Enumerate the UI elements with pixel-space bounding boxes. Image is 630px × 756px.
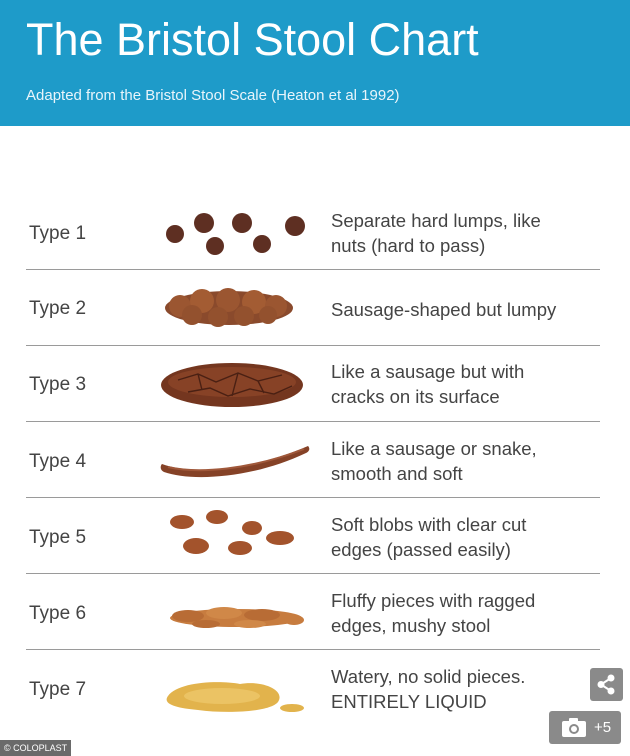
description-line: Like a sausage or snake, — [331, 438, 537, 459]
description-line: Sausage-shaped but lumpy — [331, 299, 557, 320]
type-row-2 — [26, 270, 600, 346]
page-subtitle: Adapted from the Bristol Stool Scale (Heaton et al 1992) — [26, 87, 400, 104]
type-description — [331, 664, 525, 714]
type-5-image — [158, 504, 318, 564]
type-description — [331, 436, 537, 486]
type-label: Type 3 — [29, 374, 87, 395]
type-description — [331, 359, 524, 409]
description-line: Separate hard lumps, like — [331, 210, 541, 231]
type-7-image — [158, 674, 318, 718]
type-label: Type 1 — [29, 223, 87, 244]
description-line: Soft blobs with clear cut — [331, 514, 527, 535]
type-2-image — [158, 286, 318, 330]
type-row-6 — [26, 574, 600, 650]
description-line: Watery, no solid pieces. — [331, 666, 526, 687]
description-line: smooth and soft — [331, 463, 463, 484]
type-label: Type 7 — [29, 679, 87, 700]
description-line: nuts (hard to pass) — [331, 235, 486, 256]
type-row-7 — [26, 650, 600, 726]
camera-icon — [553, 711, 593, 744]
description-line: edges, mushy stool — [331, 615, 491, 636]
share-button[interactable] — [590, 668, 623, 701]
type-3-image — [158, 360, 318, 410]
type-description — [331, 208, 541, 258]
type-4-image — [158, 438, 318, 482]
description-line: ENTIRELY LIQUID — [331, 691, 487, 712]
gallery-count: +5 — [594, 719, 612, 736]
type-label: Type 4 — [29, 451, 87, 472]
type-6-image — [158, 598, 318, 638]
header-banner — [0, 0, 630, 126]
type-description — [331, 297, 556, 322]
type-description — [331, 588, 535, 638]
type-description — [331, 512, 526, 562]
type-label: Type 5 — [29, 527, 87, 548]
gallery-button[interactable] — [549, 711, 621, 744]
type-row-1 — [26, 196, 600, 272]
type-row-4 — [26, 422, 600, 498]
description-line: Like a sausage but with — [331, 361, 525, 382]
type-row-3 — [26, 346, 600, 422]
description-line: Fluffy pieces with ragged — [331, 590, 536, 611]
type-label: Type 2 — [29, 298, 87, 319]
share-icon — [590, 668, 623, 701]
type-label: Type 6 — [29, 603, 87, 624]
type-row-5 — [26, 498, 600, 574]
image-credit: © COLOPLAST — [0, 740, 71, 756]
page-title: The Bristol Stool Chart — [26, 14, 479, 65]
description-line: edges (passed easily) — [331, 539, 511, 560]
description-line: cracks on its surface — [331, 386, 500, 407]
type-1-image — [158, 204, 318, 260]
